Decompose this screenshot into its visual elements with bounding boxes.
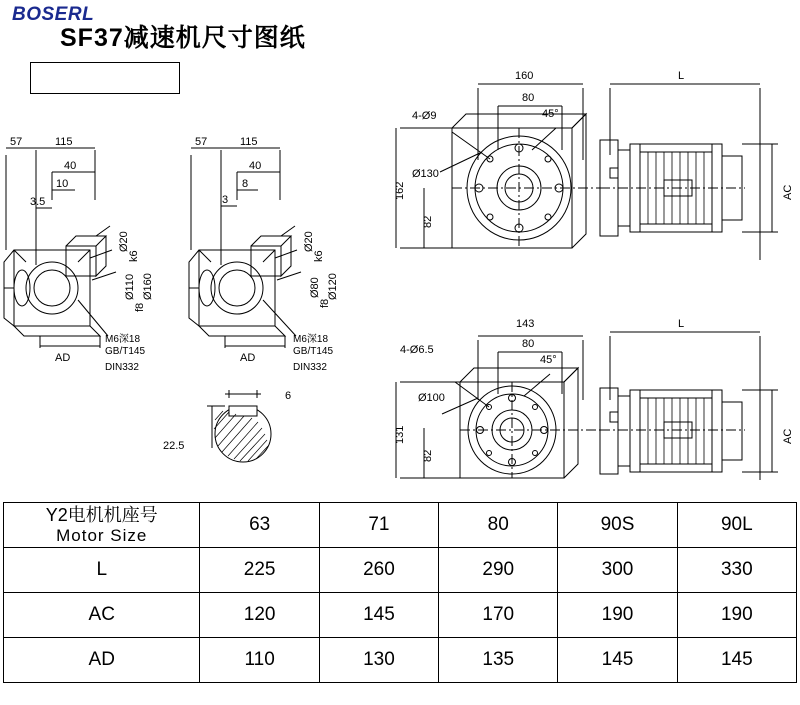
dim-40-v1: 40 [64,160,77,172]
dim-57-v1: 57 [10,136,23,148]
table-cell: 90S [558,503,677,548]
dim-d160-v1: Ø160 [142,273,154,300]
dim-131-bottom: 131 [394,425,406,444]
dim-82-top: 82 [422,215,434,228]
dim-22p5-key: 22.5 [163,440,185,452]
table-cell: 130 [319,638,438,683]
note-din332-v2: DIN332 [293,362,327,373]
dim-160-top: 160 [515,70,534,82]
dim-8-v2: 8 [242,178,249,190]
dim-4xd6p5-bottom: 4-Ø6.5 [400,344,434,356]
dim-d20-v2: Ø20 [303,231,315,252]
dim-3p5-v1: 3.5 [30,196,46,208]
dim-162-top: 162 [394,181,406,200]
note-gbt145-v2: GB/T145 [293,346,334,357]
dim-80-bottom: 80 [522,338,535,350]
tol-k6-v1: k6 [128,250,140,262]
dim-57-v2: 57 [195,136,208,148]
table-cell: 90L [677,503,796,548]
logo-text: BOSERL [12,4,95,25]
table-cell: 300 [558,548,677,593]
table-cell: 260 [319,548,438,593]
tol-f8-v1: f8 [134,302,146,312]
dim-45deg-top: 45° [542,108,559,120]
table-cell: 145 [677,638,796,683]
note-din332-v1: DIN332 [105,362,139,373]
dim-10-v1: 10 [56,178,69,190]
dim-AD-v2: AD [240,352,256,364]
dim-d130-top: Ø130 [412,168,439,180]
table-cell: 135 [439,638,558,683]
table-cell: 190 [558,593,677,638]
dim-d120-v2: Ø120 [327,273,339,300]
tol-k6-v2: k6 [313,250,325,262]
dim-AD-v1: AD [55,352,71,364]
dim-3-v2: 3 [222,194,229,206]
dim-115-v1: 115 [55,136,73,148]
dim-d110-v1: Ø110 [124,273,136,300]
note-gbt145-v1: GB/T145 [105,346,146,357]
table-cell: 225 [200,548,319,593]
table-row [4,503,797,548]
dim-AC-bottom: AC [782,428,794,444]
spec-table [3,502,797,683]
dim-82-bottom: 82 [422,449,434,462]
table-row [4,548,797,593]
dim-80-top: 80 [522,92,535,104]
dim-AC-top: AC [782,184,794,200]
dim-45deg-bottom: 45° [540,354,557,366]
header-label-en: Motor Size [56,525,148,545]
dim-40-v2: 40 [249,160,262,172]
table-cell: 71 [319,503,438,548]
dim-d80-v2: Ø80 [309,277,321,298]
table-cell: 145 [558,638,677,683]
dim-d20-v1: Ø20 [118,231,130,252]
row-label-L: L [4,548,200,593]
table-cell: 170 [439,593,558,638]
dim-L-bottom: L [678,318,685,330]
row-label-AC: AC [4,593,200,638]
table-header-motor-size [4,503,200,548]
note-m6-v2: M6深18 [293,334,329,345]
table-cell: 110 [200,638,319,683]
dim-143-bottom: 143 [516,318,535,330]
table-cell: 290 [439,548,558,593]
header-label-cn: Y2电机机座号 [45,504,158,525]
table-row [4,638,797,683]
note-m6-v1: M6深18 [105,334,141,345]
dim-4xd9-top: 4-Ø9 [412,110,437,122]
row-label-AD: AD [4,638,200,683]
table-cell: 145 [319,593,438,638]
dim-6-key: 6 [285,390,292,402]
table-cell: 63 [200,503,319,548]
dim-115-v2: 115 [240,136,258,148]
tol-f8-v2: f8 [319,298,331,308]
table-cell: 120 [200,593,319,638]
table-row [4,593,797,638]
page-title: SF37减速机尺寸图纸 [60,24,306,52]
dim-d100-bottom: Ø100 [418,392,445,404]
table-cell: 80 [439,503,558,548]
table-cell: 330 [677,548,796,593]
table-cell: 190 [677,593,796,638]
dim-L-top: L [678,70,685,82]
